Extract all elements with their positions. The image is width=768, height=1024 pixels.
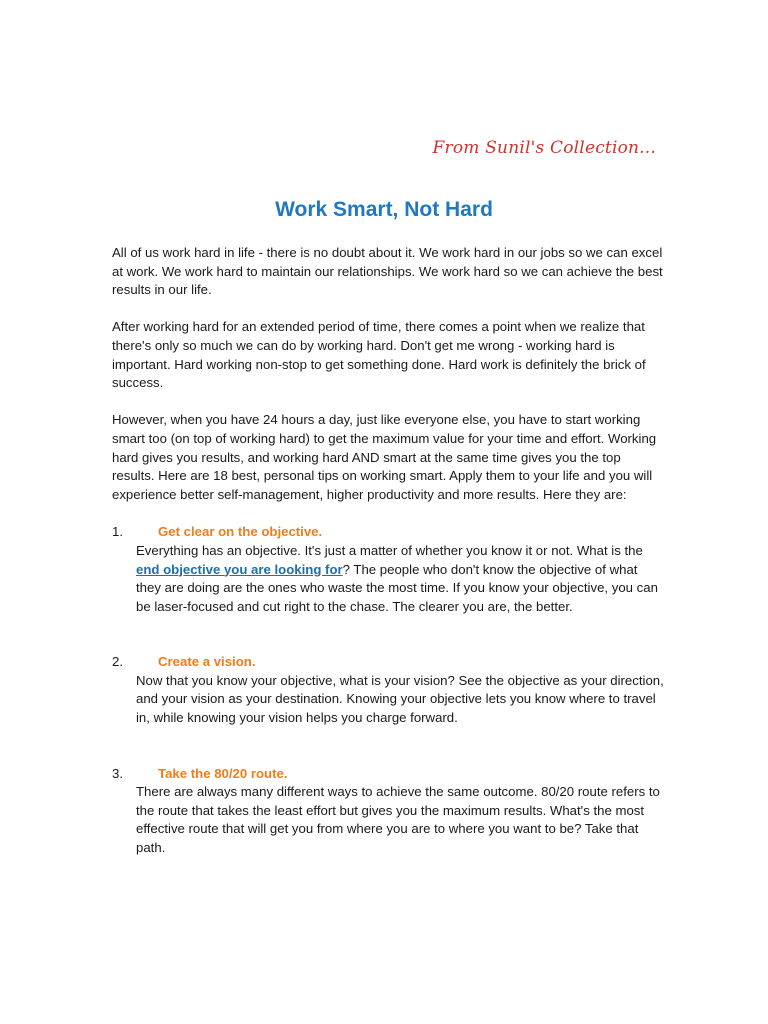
intro-paragraph-1: All of us work hard in life - there is no doubt about it. We work hard in our jobs so we can excel at work. We work hard to maintain our relationships. We work hard so we can achieve the best results in our life.	[112, 245, 663, 298]
tip-heading	[112, 765, 664, 784]
tip-text: Everything has an objective. It's just a matter of whether you know it or not. What is the	[136, 542, 643, 558]
end-objective-link[interactable]: end objective you are looking for	[136, 561, 343, 577]
tip-title: Create a vision.	[158, 654, 256, 670]
tip-body: There are always many different ways to achieve the same outcome. 80/20 route refers to the route that takes the least effort but gives you the maximum results. What's the most effective route that will get you from where you are to where you want to be? Take that path.	[136, 784, 660, 856]
tip-text: ? The people who don't know the objective of what they are doing are the ones who waste the most time. If you know your objective, you can be laser-focused and cut right to the chase. The clearer you are, the better.	[136, 561, 658, 614]
tip-heading	[112, 653, 664, 672]
tip-item-3	[112, 765, 664, 858]
document-body	[112, 244, 664, 895]
tip-title: Take the 80/20 route.	[158, 765, 288, 781]
tip-number: 2.	[112, 654, 123, 670]
tip-body: Now that you know your objective, what is your vision? See the objective as your direction, and your vision as your destination. Knowing your objective lets you know where to travel in, while knowing your vision helps you charge forward.	[136, 672, 664, 726]
tip-number: 1.	[112, 524, 123, 540]
tip-number: 3.	[112, 765, 123, 781]
intro-paragraph-2: After working hard for an extended period of time, there comes a point when we realize that there's only so much we can do by working hard. Don't get me wrong - working hard is important. Hard working non-stop to get something done. Hard work is definitely the brick of success.	[112, 319, 646, 391]
intro-paragraph-3: However, when you have 24 hours a day, just like everyone else, you have to start working smart too (on top of working hard) to get the maximum value for your time and effort. Working hard gives you results, and working hard AND smart at the same time gives you the top results. Here are 18 best, personal tips on working smart. Apply them to your life and you will experience better self-management, higher productivity and more results. Here they are:	[112, 412, 657, 502]
collection-signature: From Sunil's Collection...	[432, 138, 656, 158]
tip-heading	[112, 523, 664, 542]
tip-title: Get clear on the objective.	[158, 524, 323, 540]
document-title: Work Smart, Not Hard	[275, 198, 493, 221]
tip-item-1	[112, 523, 664, 616]
tip-body	[136, 542, 664, 616]
tip-item-2	[112, 653, 664, 727]
